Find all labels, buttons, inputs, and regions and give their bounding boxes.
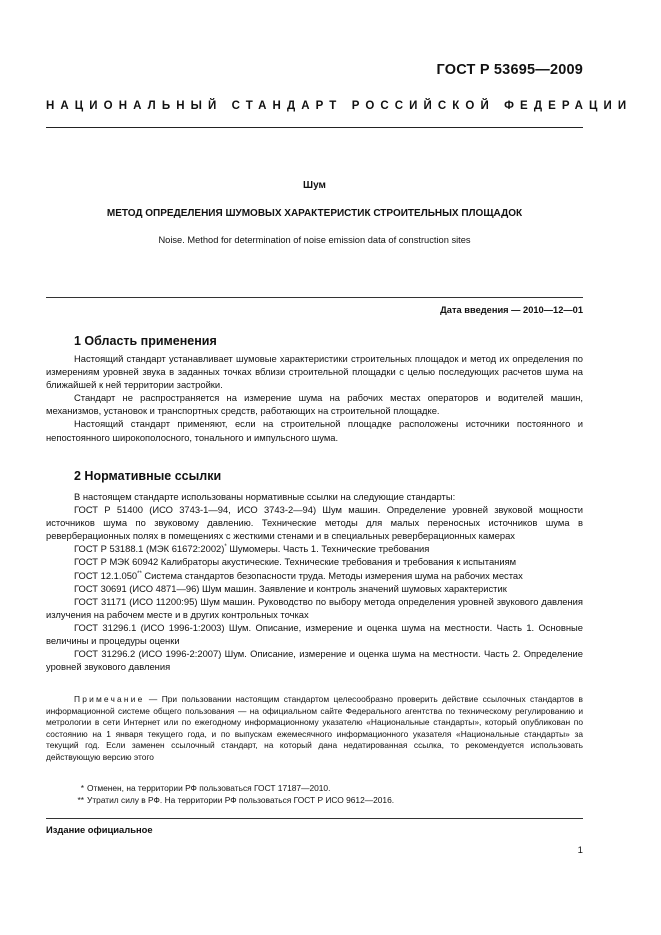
title-divider [46, 297, 583, 298]
reference-item: ГОСТ 31296.1 (ИСО 1996-1:2003) Шум. Описание, измерение и оценка шума на местности. Часть 1. Основные величины и процедуры оценки [46, 621, 583, 647]
reference-item: ГОСТ Р 51400 (ИСО 3743-1—94, ИСО 3743-2—94) Шум машин. Определение уровней звуковой мощности источников шума по звуковому давлению. Технические методы для малых переносных источников шума в реверберационных полях в помещениях с жесткими стенами и в специальных реверберационных камерах [46, 504, 583, 542]
note-text: — При пользовании настоящим стандартом целесообразно проверить действие ссылочных стандартов в информационной системе общего пользования — на официальном сайте Федерального агентства по техническому регулированию и метрологии в сети Интернет или по ежегодному информационному указателю «Национальные стандарты», который опубликован по состоянию на 1 января текущего года, и по выпускам ежемесячного информационного указателя «Национальные стандарты» за текущий год. Если заменен ссылочный стандарт, на который дана недатированная ссылка, то рекомендуется использовать действующую версию этого [46, 694, 583, 762]
paragraph: Настоящий стандарт устанавливает шумовые характеристики строительных площадок и метод их определения по измерениям уровней звука в заданных точках вблизи строительной площадки с целью последующих расчетов шума на ближайшей к ней территории застройки. [46, 353, 583, 391]
footnotes [46, 782, 583, 806]
footer-divider [46, 818, 583, 819]
paragraph: В настоящем стандарте использованы нормативные ссылки на следующие стандарты: [74, 491, 456, 502]
reference-item: ГОСТ Р 53188.1 (МЭК 61672:2002)* Шумомеры. Часть 1. Технические требования [74, 543, 430, 555]
topic-title: Шум [303, 180, 326, 191]
reference-item: ГОСТ 30691 (ИСО 4871—96) Шум машин. Заявление и контроль значений шумовых характеристик [74, 582, 507, 594]
reference-item: ГОСТ 31171 (ИСО 11200:95) Шум машин. Руководство по выбору метода определения уровней звукового давления излучения на рабочем месте и в других контрольных точках [46, 595, 583, 620]
note-label: Примечание [74, 694, 145, 704]
national-standard-title: НАЦИОНАЛЬНЫЙ СТАНДАРТ РОССИЙСКОЙ ФЕДЕРАЦИИ [46, 100, 633, 112]
paragraph: Настоящий стандарт применяют, если на строительной площадке расположены источники постоянного и непостоянного широкополосного, тонального и импульсного шума. [46, 418, 583, 443]
section-1-body [46, 352, 583, 444]
reference-item: ГОСТ Р МЭК 60942 Калибраторы акустические. Технические требования и требования к испытаниям [74, 556, 517, 568]
official-edition-label: Издание официальное [46, 824, 153, 835]
reference-item: ГОСТ 31296.2 (ИСО 1996-2:2007) Шум. Описание, измерение и оценка шума на местности. Часть 2. Определение уровней звукового давления [46, 648, 583, 673]
english-title: Noise. Method for determination of noise emission data of construction sites [158, 235, 471, 245]
header-divider [46, 127, 583, 128]
section-2-heading: 2 Нормативные ссылки [74, 469, 222, 483]
footnote: * Отменен, на территории РФ пользоваться ГОСТ 17187—2010. [80, 783, 331, 793]
page-number: 1 [577, 845, 583, 856]
note [46, 694, 583, 764]
section-1-heading: 1 Область применения [74, 334, 217, 348]
introduction-date: Дата введения — 2010—12—01 [440, 305, 583, 315]
section-2-body [46, 490, 583, 673]
footnote: ** Утратил силу в РФ. На территории РФ пользоваться ГОСТ Р ИСО 9612—2016. [77, 795, 395, 806]
footnote-mark: ** [137, 570, 142, 577]
footnote-mark: * [224, 544, 227, 551]
method-title: МЕТОД ОПРЕДЕЛЕНИЯ ШУМОВЫХ ХАРАКТЕРИСТИК СТРОИТЕЛЬНЫХ ПЛОЩАДОК [106, 208, 523, 219]
reference-item: ГОСТ 12.1.050** Система стандартов безопасности труда. Методы измерения шума на рабочих местах [74, 569, 523, 581]
paragraph: Стандарт не распространяется на измерение шума на рабочих местах операторов и водителей машин, механизмов, установок и транспортных средств, работающих на строительной площадке. [46, 392, 583, 417]
standard-number: ГОСТ Р 53695—2009 [436, 62, 583, 78]
